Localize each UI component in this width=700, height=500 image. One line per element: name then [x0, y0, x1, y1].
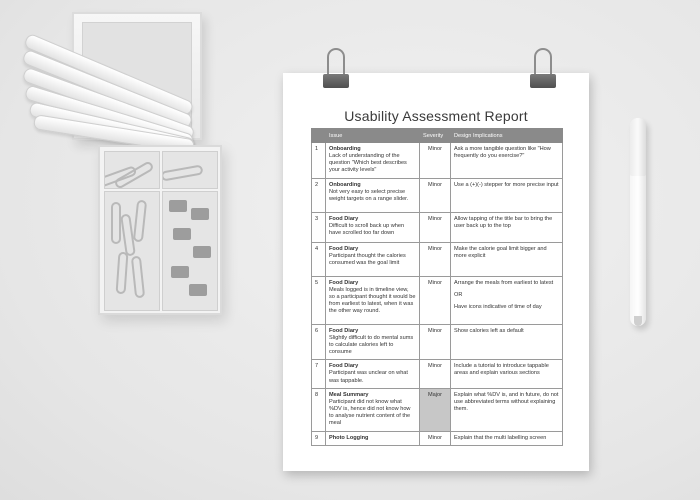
severity-cell: Major: [420, 388, 451, 431]
severity-cell: Minor: [420, 431, 451, 445]
implication-cell: Explain what %DV is, and in future, do not use abbreviated terms without explaining them.: [451, 388, 563, 431]
binder-clip-left: [323, 48, 349, 88]
column-header-implications: Design Implications: [451, 129, 563, 143]
issue-cell: [326, 324, 420, 360]
issue-description: Participant did not know what %DV is, hence did not know how to analyse nutrient content of the meal: [329, 398, 411, 427]
table-row: [312, 324, 563, 360]
paperclip: [162, 164, 204, 181]
table-row: [312, 431, 563, 445]
table-row: [312, 212, 563, 242]
issue-title: Food Diary: [329, 215, 359, 222]
row-number: 7: [312, 360, 326, 388]
severity-cell: Minor: [420, 143, 451, 179]
table-row: [312, 242, 563, 276]
paperclip: [131, 256, 145, 299]
report-title: Usability Assessment Report: [344, 108, 528, 124]
tray-cell: [162, 151, 218, 189]
row-number: 1: [312, 143, 326, 179]
table-header-row: [312, 129, 563, 143]
binder-clip-body: [323, 74, 349, 88]
issue-description: Difficult to scroll back up when have scrolled too far down: [329, 222, 405, 236]
implication-cell: Ask a more tangible question like "How frequently do you exercise?": [451, 143, 563, 179]
implication-or: OR: [454, 291, 463, 298]
tray-cell: [104, 151, 160, 189]
issue-title: Food Diary: [329, 327, 359, 334]
marker-cap: [630, 118, 646, 176]
implication-cell: [451, 276, 563, 324]
issue-title: Food Diary: [329, 245, 359, 252]
issue-description: Participant thought the calories consumed was the goal limit: [329, 252, 406, 266]
implication-cell: Make the calorie goal limit bigger and more explicit: [451, 242, 563, 276]
binder-clip-small: [193, 246, 211, 258]
issue-cell: [326, 143, 420, 179]
issue-description: Meals logged is in timeline view, so a participant thought it would be from earliest to latest, when it was the other way round.: [329, 286, 416, 315]
issue-title: Onboarding: [329, 181, 361, 188]
issue-cell: [326, 242, 420, 276]
paperclip: [133, 200, 147, 243]
implication-cell: Show calories left as default: [451, 324, 563, 360]
report-paper: [283, 73, 589, 471]
implication-alternative: Have icons indicative of time of day: [454, 303, 542, 310]
row-number: 9: [312, 431, 326, 445]
implication-cell: Explain that the multi labelling screen: [451, 431, 563, 445]
implication-cell: Allow tapping of the title bar to bring the user back up to the top: [451, 212, 563, 242]
severity-cell: Minor: [420, 212, 451, 242]
implication-text: Arrange the meals from earliest to latest: [454, 279, 554, 286]
severity-cell: Minor: [420, 276, 451, 324]
issue-title: Food Diary: [329, 279, 359, 286]
tray-cell: [104, 191, 160, 311]
row-number: 8: [312, 388, 326, 431]
issue-title: Meal Summary: [329, 391, 369, 398]
issue-title: Food Diary: [329, 363, 359, 370]
row-number: 6: [312, 324, 326, 360]
binder-clip-right: [530, 48, 556, 88]
severity-cell: Minor: [420, 242, 451, 276]
issue-title: Photo Logging: [329, 434, 369, 441]
binder-clip-small: [173, 228, 191, 240]
issue-cell: [326, 431, 420, 445]
paperclip: [116, 252, 129, 295]
row-number: 2: [312, 178, 326, 212]
clip-tray: [98, 145, 222, 315]
paperclip: [111, 202, 121, 244]
issue-cell: [326, 360, 420, 388]
issue-description: Not very easy to select precise weight targets on a range slider.: [329, 188, 409, 202]
column-header-issue: Issue: [326, 129, 420, 143]
issue-cell: [326, 178, 420, 212]
table-row: [312, 143, 563, 179]
table-row: [312, 388, 563, 431]
assessment-table: [311, 128, 563, 446]
severity-cell: Minor: [420, 360, 451, 388]
table-row: [312, 276, 563, 324]
issue-title: Onboarding: [329, 146, 361, 152]
severity-cell: Minor: [420, 178, 451, 212]
issue-description: Participant was unclear on what was tappable.: [329, 370, 408, 384]
tray-cell: [162, 191, 218, 311]
issue-cell: [326, 388, 420, 431]
column-header-severity: Severity: [420, 129, 451, 143]
severity-cell: Minor: [420, 324, 451, 360]
issue-description: Lack of understanding of the question "Which best describes your activity levels": [329, 153, 407, 174]
implication-cell: Include a tutorial to introduce tappable areas and explain various sections: [451, 360, 563, 388]
row-number: 4: [312, 242, 326, 276]
implication-cell: Use a (+)(-) stepper for more precise input: [451, 178, 563, 212]
binder-clip-body: [530, 74, 556, 88]
issue-description: Slightly difficult to do mental sums to calculate calories left to consume: [329, 334, 414, 356]
row-number: 5: [312, 276, 326, 324]
column-header-number: [312, 129, 326, 143]
issue-cell: [326, 276, 420, 324]
table-row: [312, 360, 563, 388]
binder-clip-small: [169, 200, 187, 212]
binder-clip-small: [189, 284, 207, 296]
table-row: [312, 178, 563, 212]
marker-tip: [634, 316, 642, 326]
issue-cell: [326, 212, 420, 242]
row-number: 3: [312, 212, 326, 242]
binder-clip-small: [191, 208, 209, 220]
binder-clip-small: [171, 266, 189, 278]
